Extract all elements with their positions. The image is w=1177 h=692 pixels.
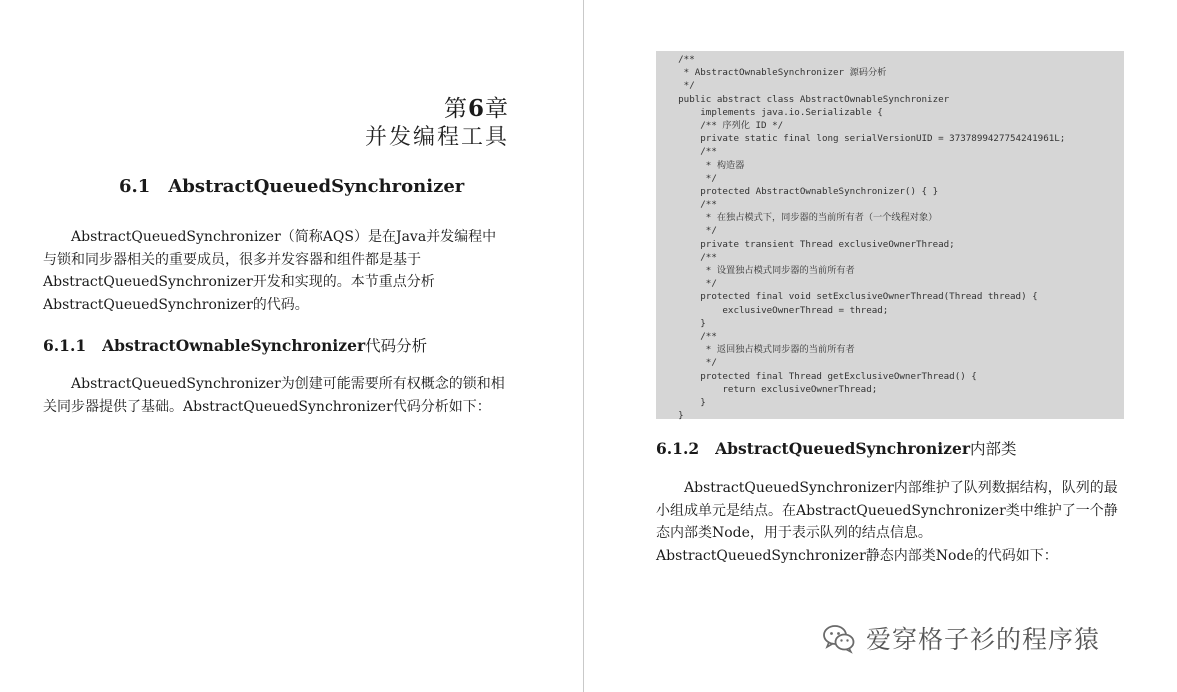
subsection-paragraph: AbstractQueuedSynchronizer为创建可能需要所有权概念的锁和相关同步器提供了基础。AbstractQueuedSynchronizer代码分析如下： (43, 376, 505, 415)
right-page (584, 0, 1177, 692)
code-line: } (656, 317, 706, 329)
section-number: 6.1 (119, 176, 151, 197)
code-line: */ (656, 357, 717, 369)
code-line: protected final Thread getExclusiveOwnerThread() { (656, 370, 977, 382)
code-line: * AbstractOwnableSynchronizer 源码分析 (656, 67, 887, 79)
left-page (0, 0, 583, 692)
code-line: */ (656, 80, 695, 92)
code-line: * 返回独占模式同步器的当前所有者 (656, 344, 855, 356)
code-line: return exclusiveOwnerThread; (656, 383, 878, 395)
subsection-number: 6.1.2 (656, 439, 700, 458)
subsection-heading-6-1-2 (656, 437, 1017, 459)
chapter-number: 第6章 (443, 95, 509, 122)
intro-paragraph: AbstractQueuedSynchronizer（简称AQS）是在Java并发编程中与锁和同步器相关的重要成员，很多并发容器和组件都是基于AbstractQueuedSynchronizer开发和实现的。本节重点分析AbstractQueuedSynchronizer的代码。 (43, 229, 497, 313)
subsection-title: AbstractQueuedSynchronizer (715, 439, 970, 458)
code-line: protected AbstractOwnableSynchronizer() { } (656, 185, 939, 197)
subsection-heading-6-1-1 (43, 334, 427, 356)
code-line: } (656, 396, 706, 408)
code-line: * 构造器 (656, 159, 745, 171)
watermark-text: 爱穿格子衫的程序猿 (866, 625, 1101, 654)
code-line: private static final long serialVersionUID = 3737899427754241961L; (656, 133, 1066, 145)
subsection-number: 6.1.1 (43, 336, 87, 355)
code-line: */ (656, 225, 717, 237)
code-line: /** (656, 146, 717, 158)
code-line: } (656, 410, 684, 422)
code-line: /** 序列化 ID */ (656, 119, 784, 131)
code-line: protected final void setExclusiveOwnerThread(Thread thread) { (656, 291, 1038, 303)
code-line: private transient Thread exclusiveOwnerThread; (656, 238, 955, 250)
watermark (822, 618, 1100, 658)
code-block (656, 51, 1124, 422)
chapter-title: 并发编程工具 (364, 125, 509, 150)
inner-class-paragraph: AbstractQueuedSynchronizer内部维护了队列数据结构，队列的最小组成单元是结点。在AbstractQueuedSynchronizer类中维护了一个静态内部类Node，用于表示队列的结点信息。AbstractQueuedSynchronizer静态内部类Node的代码如下： (656, 480, 1118, 564)
subsection-title: AbstractOwnableSynchronizer (102, 336, 366, 355)
code-line: implements java.io.Serializable { (656, 106, 883, 118)
code-line: public abstract class AbstractOwnableSynchronizer (656, 93, 950, 105)
section-title: AbstractQueuedSynchronizer (168, 176, 465, 197)
section-heading (119, 176, 464, 197)
code-line: /** (656, 251, 717, 263)
code-line: */ (656, 278, 717, 290)
code-line: * 设置独占模式同步器的当前所有者 (656, 265, 855, 276)
code-line: /** (656, 54, 695, 65)
code-line: * 在独占模式下，同步器的当前所有者（一个线程对象） (656, 212, 938, 224)
code-line: */ (656, 172, 717, 184)
code-line: /** (656, 199, 717, 211)
code-line: exclusiveOwnerThread = thread; (656, 304, 889, 316)
subsection-title-tail: 代码分析 (365, 337, 428, 355)
code-line: /** (656, 330, 717, 342)
subsection-title-tail: 内部类 (969, 440, 1017, 458)
wechat-icon (822, 621, 856, 655)
